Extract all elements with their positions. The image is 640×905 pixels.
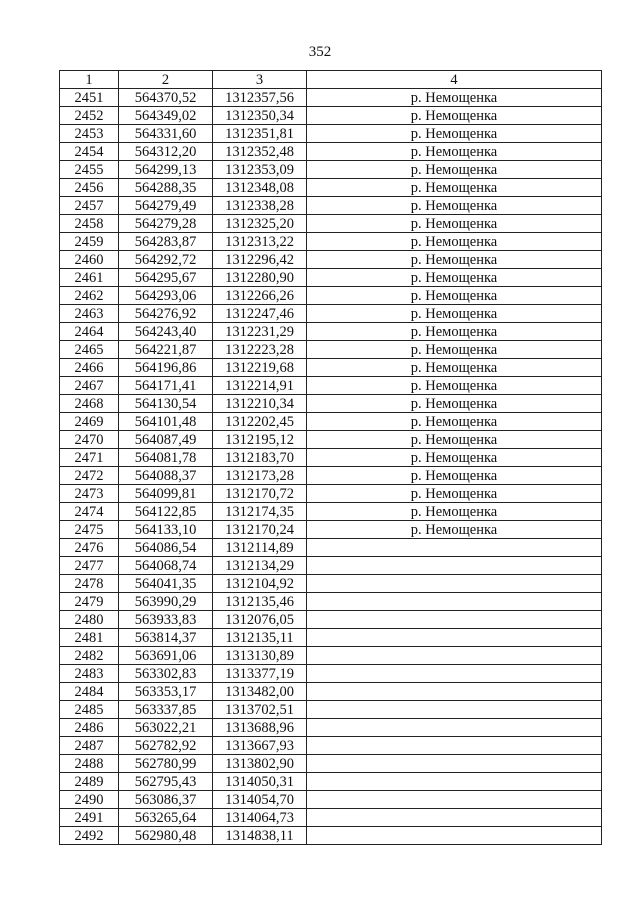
table-row <box>60 809 602 827</box>
table-row <box>60 107 602 125</box>
table-cell: 2461 <box>60 269 119 287</box>
table-cell: 563691,06 <box>119 647 213 665</box>
table-cell: 2487 <box>60 737 119 755</box>
table-cell: 564088,37 <box>119 467 213 485</box>
table-cell <box>307 629 602 647</box>
table-cell: р. Немощенка <box>307 359 602 377</box>
table-cell: р. Немощенка <box>307 179 602 197</box>
table-cell: 1312183,70 <box>213 449 307 467</box>
table-row <box>60 251 602 269</box>
table-cell: 564130,54 <box>119 395 213 413</box>
table-cell: 2468 <box>60 395 119 413</box>
table-cell: 563353,17 <box>119 683 213 701</box>
table-cell: 1313130,89 <box>213 647 307 665</box>
table-cell: 1312247,46 <box>213 305 307 323</box>
table-row <box>60 575 602 593</box>
table-cell <box>307 719 602 737</box>
table-cell: р. Немощенка <box>307 467 602 485</box>
table-row <box>60 503 602 521</box>
table-cell: 1312353,09 <box>213 161 307 179</box>
table-cell: р. Немощенка <box>307 197 602 215</box>
table-cell <box>307 647 602 665</box>
table-cell: 1312357,56 <box>213 89 307 107</box>
table-cell: 2489 <box>60 773 119 791</box>
table-cell: 1312170,72 <box>213 485 307 503</box>
table-cell: 2481 <box>60 629 119 647</box>
table-cell: 2490 <box>60 791 119 809</box>
table-cell: 1313482,00 <box>213 683 307 701</box>
table-cell: р. Немощенка <box>307 269 602 287</box>
table-cell: 1312202,45 <box>213 413 307 431</box>
table-cell <box>307 827 602 845</box>
table-cell <box>307 791 602 809</box>
table-cell <box>307 557 602 575</box>
table-cell <box>307 737 602 755</box>
table-cell: 2469 <box>60 413 119 431</box>
table-header-row <box>60 71 602 89</box>
table-cell: 1312135,11 <box>213 629 307 647</box>
table-cell: р. Немощенка <box>307 485 602 503</box>
table-cell: 2470 <box>60 431 119 449</box>
table-cell <box>307 593 602 611</box>
table-cell: 563990,29 <box>119 593 213 611</box>
table-cell: р. Немощенка <box>307 287 602 305</box>
table-row <box>60 449 602 467</box>
table-cell: 2452 <box>60 107 119 125</box>
table-cell: 1313667,93 <box>213 737 307 755</box>
table-row <box>60 593 602 611</box>
table-cell: 2460 <box>60 251 119 269</box>
table-cell: 2485 <box>60 701 119 719</box>
table-cell: 564288,35 <box>119 179 213 197</box>
table-row <box>60 557 602 575</box>
table-cell: 564243,40 <box>119 323 213 341</box>
table-cell: 2471 <box>60 449 119 467</box>
table-cell: 564041,35 <box>119 575 213 593</box>
table-cell: 1312170,24 <box>213 521 307 539</box>
table-cell: 2484 <box>60 683 119 701</box>
table-cell: 2479 <box>60 593 119 611</box>
column-header: 2 <box>119 71 213 89</box>
table-cell: 2464 <box>60 323 119 341</box>
table-cell: 2473 <box>60 485 119 503</box>
table-cell: р. Немощенка <box>307 215 602 233</box>
column-header: 1 <box>60 71 119 89</box>
table-cell: 563086,37 <box>119 791 213 809</box>
table-cell: 1312174,35 <box>213 503 307 521</box>
table-cell: 2477 <box>60 557 119 575</box>
table-cell: р. Немощенка <box>307 449 602 467</box>
table-cell: 564295,67 <box>119 269 213 287</box>
table-cell: 564087,49 <box>119 431 213 449</box>
table-cell: 1312296,42 <box>213 251 307 269</box>
table-cell: 564283,87 <box>119 233 213 251</box>
table-cell: 2486 <box>60 719 119 737</box>
table-row <box>60 197 602 215</box>
table-cell: 563022,21 <box>119 719 213 737</box>
table-cell: 2491 <box>60 809 119 827</box>
table-row <box>60 827 602 845</box>
table-cell: 1312338,28 <box>213 197 307 215</box>
table-row <box>60 89 602 107</box>
table-row <box>60 629 602 647</box>
table-row <box>60 791 602 809</box>
table-row <box>60 395 602 413</box>
table-cell: р. Немощенка <box>307 395 602 413</box>
table-row <box>60 611 602 629</box>
table-cell: 1312114,89 <box>213 539 307 557</box>
table-cell: 2451 <box>60 89 119 107</box>
coordinates-table <box>59 70 602 845</box>
page-number: 352 <box>308 44 332 60</box>
table-cell: 564221,87 <box>119 341 213 359</box>
table-cell <box>307 773 602 791</box>
table-cell: р. Немощенка <box>307 107 602 125</box>
table-cell <box>307 683 602 701</box>
table-cell <box>307 755 602 773</box>
table-cell: 1312195,12 <box>213 431 307 449</box>
table-cell: 1312313,22 <box>213 233 307 251</box>
table-cell: 564276,92 <box>119 305 213 323</box>
table-cell: 564331,60 <box>119 125 213 143</box>
table-cell: р. Немощенка <box>307 161 602 179</box>
table-row <box>60 737 602 755</box>
table-body <box>60 89 602 845</box>
table-cell: 2483 <box>60 665 119 683</box>
table-cell: 2488 <box>60 755 119 773</box>
table-row <box>60 719 602 737</box>
table-cell: 2456 <box>60 179 119 197</box>
table-cell: р. Немощенка <box>307 431 602 449</box>
table-cell: 1312134,29 <box>213 557 307 575</box>
table-cell: 1314050,31 <box>213 773 307 791</box>
table-cell: 564196,86 <box>119 359 213 377</box>
table-cell: 1314064,73 <box>213 809 307 827</box>
table-cell: 1313377,19 <box>213 665 307 683</box>
table-cell: 564101,48 <box>119 413 213 431</box>
table-cell: 2478 <box>60 575 119 593</box>
table-cell <box>307 809 602 827</box>
table-cell <box>307 701 602 719</box>
table-row <box>60 755 602 773</box>
table-cell: 1312325,20 <box>213 215 307 233</box>
table-row <box>60 323 602 341</box>
table-row <box>60 665 602 683</box>
table-row <box>60 467 602 485</box>
table-row <box>60 233 602 251</box>
table-cell: 1313802,90 <box>213 755 307 773</box>
table-cell: р. Немощенка <box>307 125 602 143</box>
column-header: 3 <box>213 71 307 89</box>
table-row <box>60 287 602 305</box>
table-cell: 2457 <box>60 197 119 215</box>
table-cell: 564081,78 <box>119 449 213 467</box>
table-cell: 1313702,51 <box>213 701 307 719</box>
table-cell: 564279,49 <box>119 197 213 215</box>
table-row <box>60 413 602 431</box>
table-cell: 1312076,05 <box>213 611 307 629</box>
table-row <box>60 359 602 377</box>
table-cell: 564349,02 <box>119 107 213 125</box>
table-cell: 2455 <box>60 161 119 179</box>
table-row <box>60 521 602 539</box>
table-cell: 2475 <box>60 521 119 539</box>
table-cell: р. Немощенка <box>307 521 602 539</box>
table-cell: 564086,54 <box>119 539 213 557</box>
table-cell: 563814,37 <box>119 629 213 647</box>
table-cell: 562795,43 <box>119 773 213 791</box>
table-cell: 1314838,11 <box>213 827 307 845</box>
table-cell: 2492 <box>60 827 119 845</box>
table-cell: 563933,83 <box>119 611 213 629</box>
table-cell: 1312280,90 <box>213 269 307 287</box>
table-row <box>60 539 602 557</box>
table-cell <box>307 665 602 683</box>
table-cell: 564292,72 <box>119 251 213 269</box>
table-cell: 562782,92 <box>119 737 213 755</box>
table-cell: р. Немощенка <box>307 251 602 269</box>
table-cell: 564299,13 <box>119 161 213 179</box>
table-cell: 2467 <box>60 377 119 395</box>
table-cell: 1312266,26 <box>213 287 307 305</box>
table-cell: 2472 <box>60 467 119 485</box>
table-cell: 1312352,48 <box>213 143 307 161</box>
table-cell: 563337,85 <box>119 701 213 719</box>
table-cell: 562980,48 <box>119 827 213 845</box>
table-cell: 564171,41 <box>119 377 213 395</box>
table-cell: 2458 <box>60 215 119 233</box>
table-cell: 564370,52 <box>119 89 213 107</box>
table-cell: 564133,10 <box>119 521 213 539</box>
table-row <box>60 125 602 143</box>
table-cell: 2466 <box>60 359 119 377</box>
table-cell: р. Немощенка <box>307 143 602 161</box>
table-cell: 1312210,34 <box>213 395 307 413</box>
table-cell: р. Немощенка <box>307 233 602 251</box>
table-cell: 2462 <box>60 287 119 305</box>
table-cell <box>307 539 602 557</box>
table-cell: р. Немощенка <box>307 341 602 359</box>
table-cell: р. Немощенка <box>307 323 602 341</box>
table-cell: р. Немощенка <box>307 305 602 323</box>
table-cell: 2463 <box>60 305 119 323</box>
table-cell: 1312351,81 <box>213 125 307 143</box>
table-cell: 2482 <box>60 647 119 665</box>
table-cell: 562780,99 <box>119 755 213 773</box>
table-cell: р. Немощенка <box>307 377 602 395</box>
table-cell: 1312219,68 <box>213 359 307 377</box>
table-row <box>60 485 602 503</box>
table-row <box>60 683 602 701</box>
table-cell: 564293,06 <box>119 287 213 305</box>
table-cell: р. Немощенка <box>307 503 602 521</box>
table-cell: 2454 <box>60 143 119 161</box>
table-row <box>60 215 602 233</box>
table-cell: 563302,83 <box>119 665 213 683</box>
table-cell <box>307 611 602 629</box>
table-row <box>60 269 602 287</box>
table-row <box>60 647 602 665</box>
table-cell: 564122,85 <box>119 503 213 521</box>
table-cell: р. Немощенка <box>307 413 602 431</box>
table-row <box>60 431 602 449</box>
table-row <box>60 377 602 395</box>
table-cell: 2480 <box>60 611 119 629</box>
table-row <box>60 161 602 179</box>
table-row <box>60 701 602 719</box>
table-row <box>60 773 602 791</box>
table-cell: 564312,20 <box>119 143 213 161</box>
table-cell: 564068,74 <box>119 557 213 575</box>
table-cell: 2465 <box>60 341 119 359</box>
column-header: 4 <box>307 71 602 89</box>
table-cell: 2476 <box>60 539 119 557</box>
table-cell: 2474 <box>60 503 119 521</box>
table-row <box>60 179 602 197</box>
table-cell: 564099,81 <box>119 485 213 503</box>
table-cell: 2453 <box>60 125 119 143</box>
table-cell: 1312214,91 <box>213 377 307 395</box>
table-cell: 563265,64 <box>119 809 213 827</box>
table-cell: 1314054,70 <box>213 791 307 809</box>
table-row <box>60 305 602 323</box>
table-cell: 1312223,28 <box>213 341 307 359</box>
table-cell: 564279,28 <box>119 215 213 233</box>
table-cell: 1312231,29 <box>213 323 307 341</box>
table-cell <box>307 575 602 593</box>
table-cell: 1312173,28 <box>213 467 307 485</box>
table-cell: р. Немощенка <box>307 89 602 107</box>
table-cell: 1312135,46 <box>213 593 307 611</box>
table-cell: 2459 <box>60 233 119 251</box>
table-row <box>60 341 602 359</box>
table-row <box>60 143 602 161</box>
table-cell: 1312104,92 <box>213 575 307 593</box>
table-cell: 1312348,08 <box>213 179 307 197</box>
table-cell: 1312350,34 <box>213 107 307 125</box>
table-cell: 1313688,96 <box>213 719 307 737</box>
